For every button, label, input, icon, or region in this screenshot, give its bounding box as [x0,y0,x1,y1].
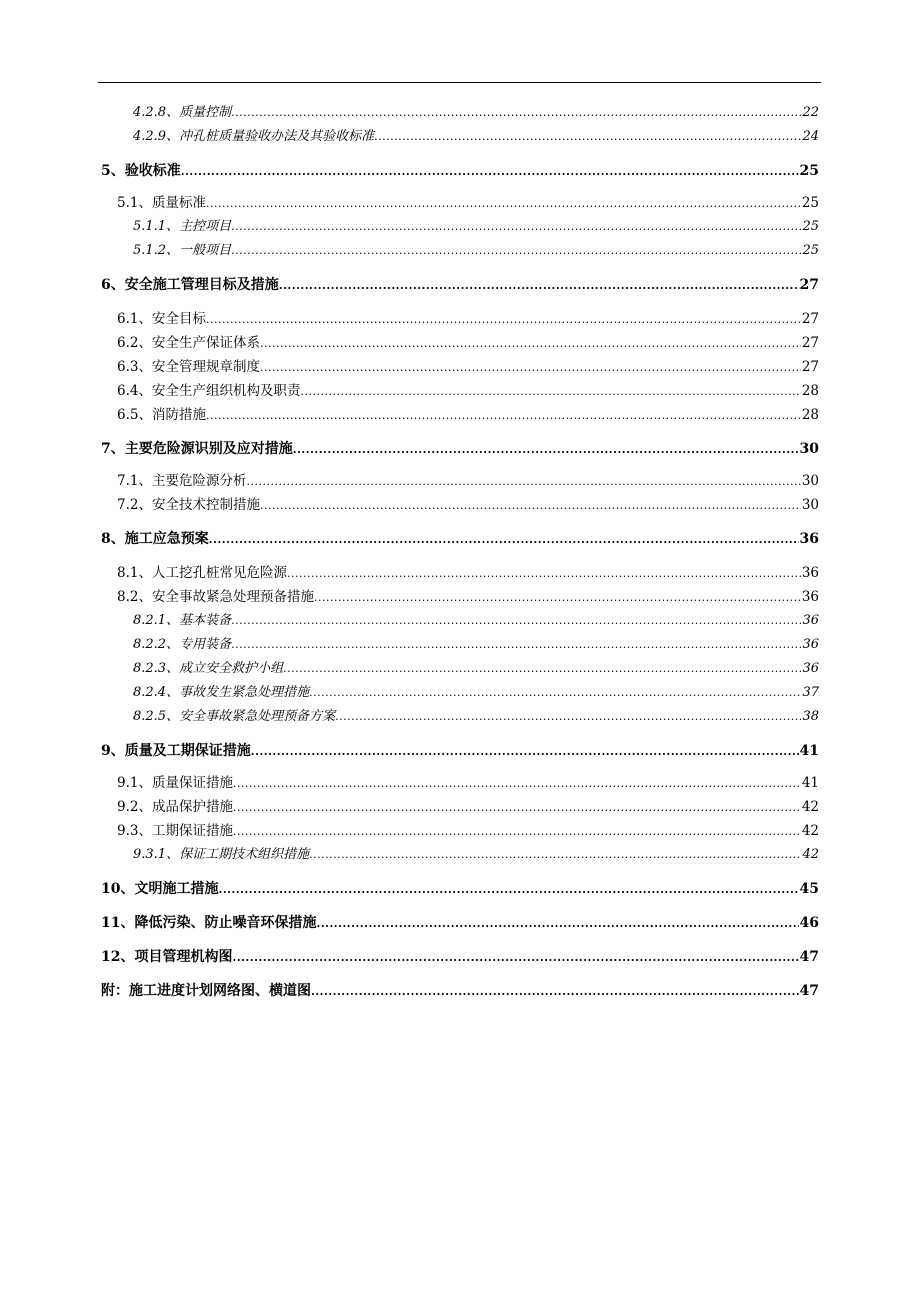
toc-entry-number: 8.2.2 [133,637,167,652]
toc-entry[interactable]: 8.2.3 、 成立安全救护小组 ..... 36 [133,659,819,679]
toc-entry[interactable]: 8.1 、 人工挖孔桩常见危险源 ..... 36 [117,563,819,583]
dot-leader [283,659,801,679]
toc-entry-number: 12 [101,949,121,965]
toc-entry-page: 36 [801,589,819,605]
dot-leader [233,774,801,794]
dot-leader [231,241,801,261]
toc-entry-page: 37 [802,685,819,700]
dot-leader [206,406,801,426]
toc-entry-number: 9.2 [117,799,139,815]
toc-entry[interactable]: 9.3 、 工期保证措施 ..... 42 [117,821,819,841]
toc-entry-page: 41 [799,743,819,759]
toc-entry-number: 8.2.3 [133,661,167,676]
toc-entry-page: 45 [799,881,819,897]
toc-entry[interactable]: 8.2 、 安全事故紧急处理预备措施 ..... 36 [117,587,819,607]
toc-entry-title: 文明施工措施 [134,881,219,897]
toc-entry-title: 安全生产保证体系 [151,335,260,351]
toc-entry[interactable]: 5.1.2 、 一般项目 ..... 25 [133,241,819,261]
dot-leader [251,742,799,762]
toc-entry-number: 6.2 [117,335,139,351]
toc-entry-title: 施工应急预案 [124,531,209,547]
toc-entry-title: 安全施工管理目标及措施 [124,277,279,293]
toc-entry[interactable]: 7.1 、 主要危险源分析 ..... 30 [117,471,819,491]
toc-entry-number: 11 [101,915,121,931]
toc-entry[interactable]: 7.2 、 安全技术控制措施 ..... 30 [117,495,819,515]
toc-entry-number: 9.3 [117,823,139,839]
toc-entry-title: 质量保证措施 [151,775,233,791]
toc-entry[interactable]: 11 、 降低污染、防止噪音环保措施 ..... 46 [101,913,819,933]
toc-entry[interactable]: 9.1 、 质量保证措施 ..... 41 [117,773,819,793]
dot-leader [293,440,799,460]
toc-entry-page: 24 [802,129,819,144]
appendix-separator: ： [115,983,129,999]
toc-entry-page: 25 [801,195,819,211]
toc-entry-title: 基本装备 [179,613,232,628]
toc-entry-title: 主控项目 [179,219,232,234]
toc-entry-title: 主要危险源识别及应对措施 [124,441,293,457]
toc-entry-number: 9 [101,743,111,759]
toc-entry[interactable]: 6.4 、 安全生产组织机构及职责 ..... 28 [117,381,819,401]
toc-entry-title: 质量控制 [179,105,232,120]
toc-entry-page: 30 [799,441,819,457]
toc-entry-title: 事故发生紧急处理措施 [179,685,310,700]
dot-leader [316,914,798,934]
dot-leader [231,217,801,237]
toc-entry-title: 安全管理规章制度 [151,359,260,375]
dot-leader [311,982,799,1002]
dot-leader [231,635,801,655]
toc-entry-title: 安全事故紧急处理预备方案 [179,709,336,724]
toc-entry-number: 8.2.1 [133,613,167,628]
toc-entry-number: 6.4 [117,383,139,399]
toc-entry-title: 降低污染、防止噪音环保措施 [134,915,317,931]
dot-leader [231,103,801,123]
toc-entry-title: 主要危险源分析 [151,473,247,489]
toc-entry-number: 5.1 [117,195,139,211]
toc-entry-number: 8.2.4 [133,685,167,700]
toc-entry[interactable]: 4.2.8 、 质量控制 ..... 22 [133,103,819,123]
toc-entry-title: 安全事故紧急处理预备措施 [151,589,314,605]
toc-entry[interactable]: 4.2.9 、 冲孔桩质量验收办法及其验收标准 ..... 24 [133,127,819,147]
toc-entry-page: 41 [801,775,819,791]
toc-entry-page: 27 [801,359,819,375]
toc-entry-number: 7.2 [117,497,139,513]
dot-leader [218,880,798,900]
toc-entry[interactable]: 6 、 安全施工管理目标及措施 ..... 27 [101,275,819,295]
dot-leader [374,127,801,147]
dot-leader [232,948,798,968]
toc-entry-number: 9.3.1 [133,847,167,862]
toc-entry-page: 47 [799,949,819,965]
dot-leader [181,162,799,182]
toc-entry-page: 30 [801,497,819,513]
dot-leader [206,310,801,330]
toc-entry[interactable]: 5.1 、 质量标准 ..... 25 [117,193,819,213]
dot-leader [287,564,801,584]
toc-entry-title: 专用装备 [179,637,232,652]
toc-entry-title: 保证工期技术组织措施 [179,847,310,862]
toc-entry[interactable]: 6.3 、 安全管理规章制度 ..... 27 [117,357,819,377]
toc-entry-title: 项目管理机构图 [134,949,233,965]
toc-entry-number: 8 [101,531,111,547]
dot-leader [314,588,801,608]
toc-entry[interactable] [101,981,819,1001]
toc-entry-page: 36 [802,637,819,652]
dot-leader [260,496,801,516]
toc-entry-title: 人工挖孔桩常见危险源 [151,565,287,581]
toc-entry[interactable]: 10 、 文明施工措施 ..... 45 [101,879,819,899]
toc-entry-title: 施工进度计划网络图、横道图 [129,983,311,999]
toc-entry-page: 36 [802,661,819,676]
dot-leader [209,530,799,550]
dot-leader [233,822,801,842]
dot-leader [260,358,801,378]
toc-entry-page: 47 [799,983,819,999]
toc-entry-page: 22 [802,105,819,120]
toc-entry-number: 8.2.5 [133,709,167,724]
toc-entry-page: 25 [802,219,819,234]
toc-entry-number: 5 [101,163,111,179]
toc-entry-title: 安全目标 [151,311,206,327]
toc-entry-number: 6.1 [117,311,139,327]
toc-entry[interactable]: 5.1.1 、 主控项目 ..... 25 [133,217,819,237]
toc-entry-title: 验收标准 [124,163,181,179]
dot-leader [260,334,801,354]
toc-entry-title: 安全生产组织机构及职责 [151,383,301,399]
toc-entry[interactable]: 6.5 、 消防措施 ..... 28 [117,405,819,425]
toc-entry-number: 10 [101,881,121,897]
toc-entry-title: 冲孔桩质量验收办法及其验收标准 [179,129,375,144]
toc-entry[interactable]: 9 、 质量及工期保证措施 ..... 41 [101,741,819,761]
toc-entry-page: 30 [801,473,819,489]
toc-entry-number: 7 [101,441,111,457]
dot-leader [335,707,801,727]
toc-entry-title: 质量标准 [151,195,206,211]
toc-entry[interactable]: 6.2 、 安全生产保证体系 ..... 27 [117,333,819,353]
toc-entry-page: 27 [801,335,819,351]
toc-entry-page: 25 [802,243,819,258]
toc-entry[interactable]: 7 、 主要危险源识别及应对措施 ..... 30 [101,439,819,459]
toc-entry[interactable]: 5 、 验收标准 ..... 25 [101,161,819,181]
toc-entry[interactable]: 8.2.4 、 事故发生紧急处理措施 ..... 37 [133,683,819,703]
dot-leader [233,798,801,818]
toc-entry-page: 36 [801,565,819,581]
dot-leader [246,472,800,492]
toc-entry[interactable]: 8.2.2 、 专用装备 ..... 36 [133,635,819,655]
toc-entry-number: 6 [101,277,111,293]
toc-entry-page: 42 [801,799,819,815]
toc-entry-page: 27 [801,311,819,327]
dot-leader [279,276,799,296]
toc-entry-page: 28 [801,383,819,399]
toc-entry-number: 6.5 [117,407,139,423]
toc-entry-page: 27 [799,277,819,293]
toc-entry-number: 5.1.2 [133,243,167,258]
toc-entry-number: 4.2.9 [133,129,167,144]
dot-leader [231,611,801,631]
dot-leader [206,194,801,214]
toc-entry-page: 46 [799,915,819,931]
toc-entry[interactable]: 9.3.1 、 保证工期技术组织措施 ..... 42 [133,845,819,865]
toc-entry-title: 消防措施 [151,407,206,423]
toc-entry-page: 42 [801,823,819,839]
toc-entry-title: 一般项目 [179,243,232,258]
toc-entry[interactable]: 9.2 、 成品保护措施 ..... 42 [117,797,819,817]
toc-entry-title: 质量及工期保证措施 [124,743,251,759]
toc-entry[interactable]: 12 、 项目管理机构图 ..... 47 [101,947,819,967]
toc-entry-number: 4.2.8 [133,105,167,120]
toc-entry-page: 36 [799,531,819,547]
toc-entry-number: 9.1 [117,775,139,791]
toc-entry[interactable]: 8 、 施工应急预案 ..... 36 [101,529,819,549]
toc-entry-page: 25 [799,163,819,179]
toc-entry-number: 7.1 [117,473,139,489]
toc-entry-title: 工期保证措施 [151,823,233,839]
toc-entry[interactable]: 8.2.1 、 基本装备 ..... 36 [133,611,819,631]
toc-entry[interactable]: 6.1 、 安全目标 ..... 27 [117,309,819,329]
dot-leader [309,683,801,703]
toc-entry-number: 8.1 [117,565,139,581]
toc-entry-page: 36 [802,613,819,628]
toc-entry-title: 成立安全救护小组 [179,661,284,676]
toc-entry-page: 42 [802,847,819,862]
toc-entry-page: 38 [802,709,819,724]
toc-entry-title: 安全技术控制措施 [151,497,260,513]
toc-entry-number: 8.2 [117,589,139,605]
toc-entry-title: 成品保护措施 [151,799,233,815]
toc-entry-number: 5.1.1 [133,219,167,234]
dot-leader [300,382,800,402]
toc-entry[interactable]: 8.2.5 、 安全事故紧急处理预备方案 ..... 38 [133,707,819,727]
toc-entry-number: 附 [101,983,115,999]
dot-leader [309,845,801,865]
toc-entry-page: 28 [801,407,819,423]
toc-entry-number: 6.3 [117,359,139,375]
